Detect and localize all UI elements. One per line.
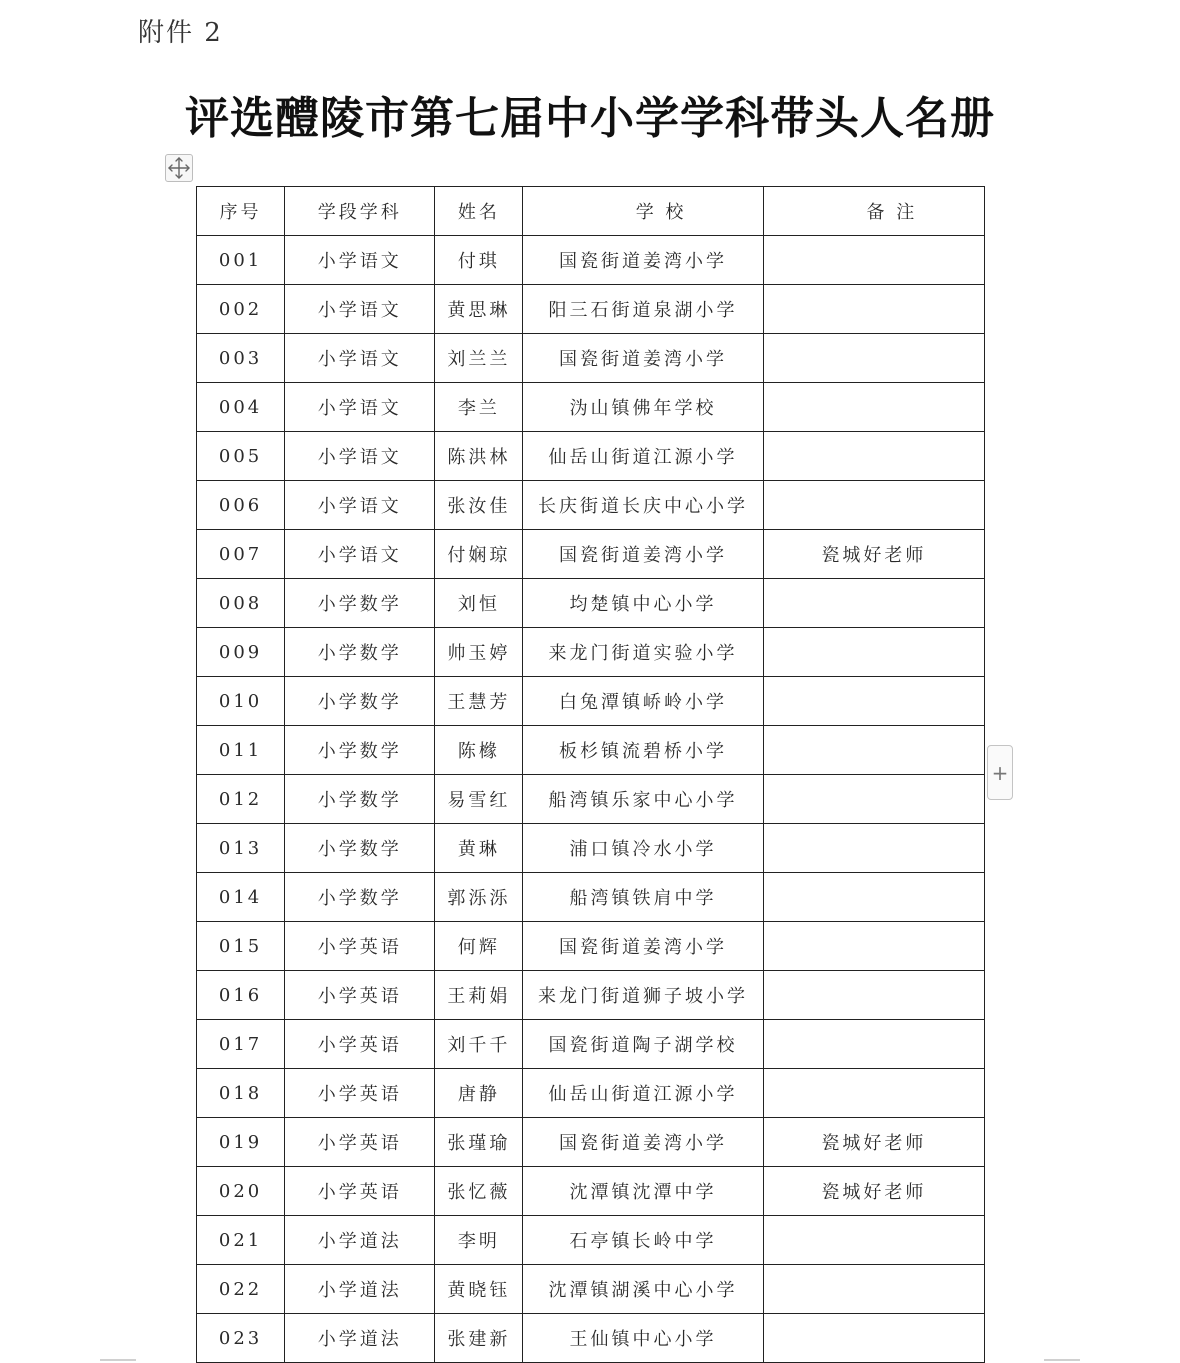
cell-name: 刘千千 <box>435 1020 523 1069</box>
cell-subject: 小学语文 <box>285 285 435 334</box>
cell-name: 李明 <box>435 1216 523 1265</box>
cell-name: 张瑾瑜 <box>435 1118 523 1167</box>
cell-note <box>763 922 984 971</box>
table-body <box>197 236 985 1363</box>
cell-note <box>763 1069 984 1118</box>
cell-school: 长庆街道长庆中心小学 <box>523 481 763 530</box>
cell-name: 付琪 <box>435 236 523 285</box>
cell-note: 瓷城好老师 <box>763 530 984 579</box>
cell-subject: 小学英语 <box>285 971 435 1020</box>
cell-seq: 020 <box>197 1167 285 1216</box>
cell-note <box>763 334 984 383</box>
cell-name: 唐静 <box>435 1069 523 1118</box>
table-row <box>197 677 985 726</box>
cell-seq: 014 <box>197 873 285 922</box>
cell-seq: 019 <box>197 1118 285 1167</box>
cell-subject: 小学数学 <box>285 579 435 628</box>
cell-school: 国瓷街道陶子湖学校 <box>523 1020 763 1069</box>
cell-name: 张忆薇 <box>435 1167 523 1216</box>
cell-note <box>763 726 984 775</box>
cell-seq: 008 <box>197 579 285 628</box>
cell-school: 来龙门街道狮子坡小学 <box>523 971 763 1020</box>
cell-subject: 小学语文 <box>285 334 435 383</box>
cell-name: 付娴琼 <box>435 530 523 579</box>
cell-subject: 小学英语 <box>285 922 435 971</box>
cell-subject: 小学数学 <box>285 824 435 873</box>
cell-seq: 005 <box>197 432 285 481</box>
cell-seq: 015 <box>197 922 285 971</box>
table-row <box>197 1314 985 1363</box>
cell-seq: 016 <box>197 971 285 1020</box>
cell-school: 阳三石街道泉湖小学 <box>523 285 763 334</box>
cell-seq: 012 <box>197 775 285 824</box>
cell-subject: 小学语文 <box>285 432 435 481</box>
roster-table <box>196 186 985 1363</box>
plus-icon: + <box>991 760 1009 785</box>
cell-school: 船湾镇乐家中心小学 <box>523 775 763 824</box>
cell-school: 国瓷街道姜湾小学 <box>523 334 763 383</box>
cell-school: 国瓷街道姜湾小学 <box>523 922 763 971</box>
cell-subject: 小学数学 <box>285 873 435 922</box>
cell-note <box>763 481 984 530</box>
cell-school: 王仙镇中心小学 <box>523 1314 763 1363</box>
table-row <box>197 432 985 481</box>
cell-name: 陈洪林 <box>435 432 523 481</box>
cell-seq: 021 <box>197 1216 285 1265</box>
cell-seq: 001 <box>197 236 285 285</box>
table-row <box>197 1265 985 1314</box>
cell-school: 来龙门街道实验小学 <box>523 628 763 677</box>
table-row <box>197 285 985 334</box>
table-row <box>197 873 985 922</box>
cell-school: 仙岳山街道江源小学 <box>523 432 763 481</box>
cell-school: 均楚镇中心小学 <box>523 579 763 628</box>
cell-seq: 010 <box>197 677 285 726</box>
cell-name: 陈橼 <box>435 726 523 775</box>
header-subject: 学段学科 <box>285 187 435 236</box>
cell-note <box>763 1216 984 1265</box>
cell-name: 黄思琳 <box>435 285 523 334</box>
cell-subject: 小学数学 <box>285 726 435 775</box>
cell-subject: 小学语文 <box>285 530 435 579</box>
cell-note <box>763 1020 984 1069</box>
cell-note <box>763 432 984 481</box>
cell-seq: 003 <box>197 334 285 383</box>
cell-name: 王慧芳 <box>435 677 523 726</box>
cell-subject: 小学道法 <box>285 1216 435 1265</box>
table-row <box>197 481 985 530</box>
cell-name: 张汝佳 <box>435 481 523 530</box>
cell-name: 易雪红 <box>435 775 523 824</box>
cell-school: 沈潭镇湖溪中心小学 <box>523 1265 763 1314</box>
table-row <box>197 530 985 579</box>
page-corner-mark-right <box>1044 1359 1080 1361</box>
cell-school: 石亭镇长岭中学 <box>523 1216 763 1265</box>
table-row <box>197 579 985 628</box>
cell-name: 李兰 <box>435 383 523 432</box>
cell-note <box>763 383 984 432</box>
cell-note <box>763 236 984 285</box>
cell-seq: 013 <box>197 824 285 873</box>
cell-seq: 022 <box>197 1265 285 1314</box>
cell-note <box>763 1265 984 1314</box>
cell-subject: 小学语文 <box>285 481 435 530</box>
cell-name: 何辉 <box>435 922 523 971</box>
cell-name: 刘恒 <box>435 579 523 628</box>
cell-name: 黄琳 <box>435 824 523 873</box>
cell-school: 白兔潭镇峤岭小学 <box>523 677 763 726</box>
page-title: 评选醴陵市第七届中小学学科带头人名册 <box>185 93 995 144</box>
table-row <box>197 1167 985 1216</box>
cell-seq: 009 <box>197 628 285 677</box>
cell-seq: 004 <box>197 383 285 432</box>
cell-seq: 023 <box>197 1314 285 1363</box>
cell-school: 国瓷街道姜湾小学 <box>523 530 763 579</box>
cell-subject: 小学英语 <box>285 1167 435 1216</box>
cell-subject: 小学语文 <box>285 383 435 432</box>
cell-note <box>763 775 984 824</box>
cell-seq: 002 <box>197 285 285 334</box>
header-note: 备 注 <box>763 187 984 236</box>
table-row <box>197 922 985 971</box>
cell-school: 仙岳山街道江源小学 <box>523 1069 763 1118</box>
table-row <box>197 1118 985 1167</box>
move-arrows-icon <box>166 155 192 181</box>
table-row <box>197 726 985 775</box>
cell-name: 帅玉婷 <box>435 628 523 677</box>
cell-subject: 小学语文 <box>285 236 435 285</box>
header-school: 学 校 <box>523 187 763 236</box>
cell-seq: 017 <box>197 1020 285 1069</box>
cell-seq: 018 <box>197 1069 285 1118</box>
table-row <box>197 1216 985 1265</box>
cell-name: 刘兰兰 <box>435 334 523 383</box>
cell-subject: 小学英语 <box>285 1118 435 1167</box>
table-row <box>197 628 985 677</box>
cell-note <box>763 1314 984 1363</box>
table-row <box>197 383 985 432</box>
cell-subject: 小学道法 <box>285 1314 435 1363</box>
cell-note <box>763 824 984 873</box>
cell-note: 瓷城好老师 <box>763 1118 984 1167</box>
cell-school: 国瓷街道姜湾小学 <box>523 236 763 285</box>
cell-subject: 小学数学 <box>285 628 435 677</box>
cell-note <box>763 677 984 726</box>
cell-note <box>763 873 984 922</box>
cell-name: 王莉娟 <box>435 971 523 1020</box>
cell-note <box>763 971 984 1020</box>
attachment-label: 附件 2 <box>138 18 223 48</box>
cell-school: 国瓷街道姜湾小学 <box>523 1118 763 1167</box>
cell-subject: 小学道法 <box>285 1265 435 1314</box>
table-row <box>197 775 985 824</box>
table-row <box>197 824 985 873</box>
cell-school: 板杉镇流碧桥小学 <box>523 726 763 775</box>
cell-school: 沩山镇佛年学校 <box>523 383 763 432</box>
cell-subject: 小学数学 <box>285 677 435 726</box>
page-corner-mark-left <box>100 1359 136 1361</box>
cell-note <box>763 628 984 677</box>
table-row <box>197 971 985 1020</box>
cell-subject: 小学英语 <box>285 1069 435 1118</box>
cell-seq: 007 <box>197 530 285 579</box>
cell-name: 黄晓钰 <box>435 1265 523 1314</box>
cell-subject: 小学数学 <box>285 775 435 824</box>
cell-school: 船湾镇铁肩中学 <box>523 873 763 922</box>
cell-note <box>763 579 984 628</box>
table-header-row <box>197 187 985 236</box>
add-column-button[interactable] <box>987 745 1013 800</box>
cell-name: 郭泺泺 <box>435 873 523 922</box>
header-name: 姓名 <box>435 187 523 236</box>
cell-note <box>763 285 984 334</box>
cell-note: 瓷城好老师 <box>763 1167 984 1216</box>
header-seq: 序号 <box>197 187 285 236</box>
cell-seq: 011 <box>197 726 285 775</box>
table-row <box>197 334 985 383</box>
table-row <box>197 1020 985 1069</box>
cell-school: 浦口镇冷水小学 <box>523 824 763 873</box>
table-row <box>197 1069 985 1118</box>
cell-name: 张建新 <box>435 1314 523 1363</box>
table-row <box>197 236 985 285</box>
cell-school: 沈潭镇沈潭中学 <box>523 1167 763 1216</box>
cell-seq: 006 <box>197 481 285 530</box>
table-move-handle[interactable] <box>165 154 193 182</box>
cell-subject: 小学英语 <box>285 1020 435 1069</box>
